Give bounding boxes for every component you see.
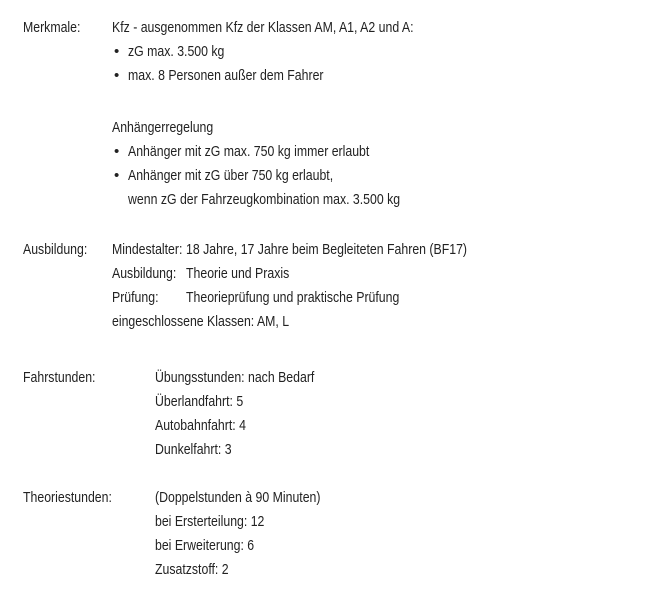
fahrstunden-item: Überlandfahrt: 5	[155, 393, 244, 410]
fahrstunden-label: Fahrstunden:	[23, 369, 96, 386]
ausbildung-value: 18 Jahre, 17 Jahre beim Begleiteten Fahren (BF17)	[186, 241, 468, 258]
bullet-icon: •	[114, 67, 120, 84]
merkmale-intro: Kfz - ausgenommen Kfz der Klassen AM, A1, A2 und A:	[112, 19, 414, 36]
anhaenger-title: Anhängerregelung	[112, 119, 214, 136]
merkmale-label: Merkmale:	[23, 19, 81, 36]
theoriestunden-item: bei Ersterteilung: 12	[155, 513, 265, 530]
ausbildung-key: Mindestalter:	[112, 241, 183, 258]
anhaenger-bullet: Anhänger mit zG max. 750 kg immer erlaubt	[128, 143, 370, 160]
anhaenger-continuation: wenn zG der Fahrzeugkombination max. 3.500 kg	[128, 191, 401, 208]
theoriestunden-label: Theoriestunden:	[23, 489, 112, 506]
fahrstunden-item: Dunkelfahrt: 3	[155, 441, 232, 458]
bullet-icon: •	[114, 143, 120, 160]
merkmale-bullet: zG max. 3.500 kg	[128, 43, 225, 60]
bullet-icon: •	[114, 43, 120, 60]
theoriestunden-item: bei Erweiterung: 6	[155, 537, 255, 554]
ausbildung-key: Prüfung:	[112, 289, 159, 306]
anhaenger-bullet: Anhänger mit zG über 750 kg erlaubt,	[128, 167, 334, 184]
ausbildung-key: Ausbildung:	[112, 265, 177, 282]
fahrstunden-item: Autobahnfahrt: 4	[155, 417, 246, 434]
ausbildung-value: Theorieprüfung und praktische Prüfung	[186, 289, 400, 306]
bullet-icon: •	[114, 167, 120, 184]
fahrstunden-item: Übungsstunden: nach Bedarf	[155, 369, 315, 386]
ausbildung-label: Ausbildung:	[23, 241, 88, 258]
merkmale-bullet: max. 8 Personen außer dem Fahrer	[128, 67, 324, 84]
ausbildung-value: Theorie und Praxis	[186, 265, 290, 282]
included-classes: eingeschlossene Klassen: AM, L	[112, 313, 290, 330]
theoriestunden-item: (Doppelstunden à 90 Minuten)	[155, 489, 321, 506]
theoriestunden-item: Zusatzstoff: 2	[155, 561, 229, 578]
